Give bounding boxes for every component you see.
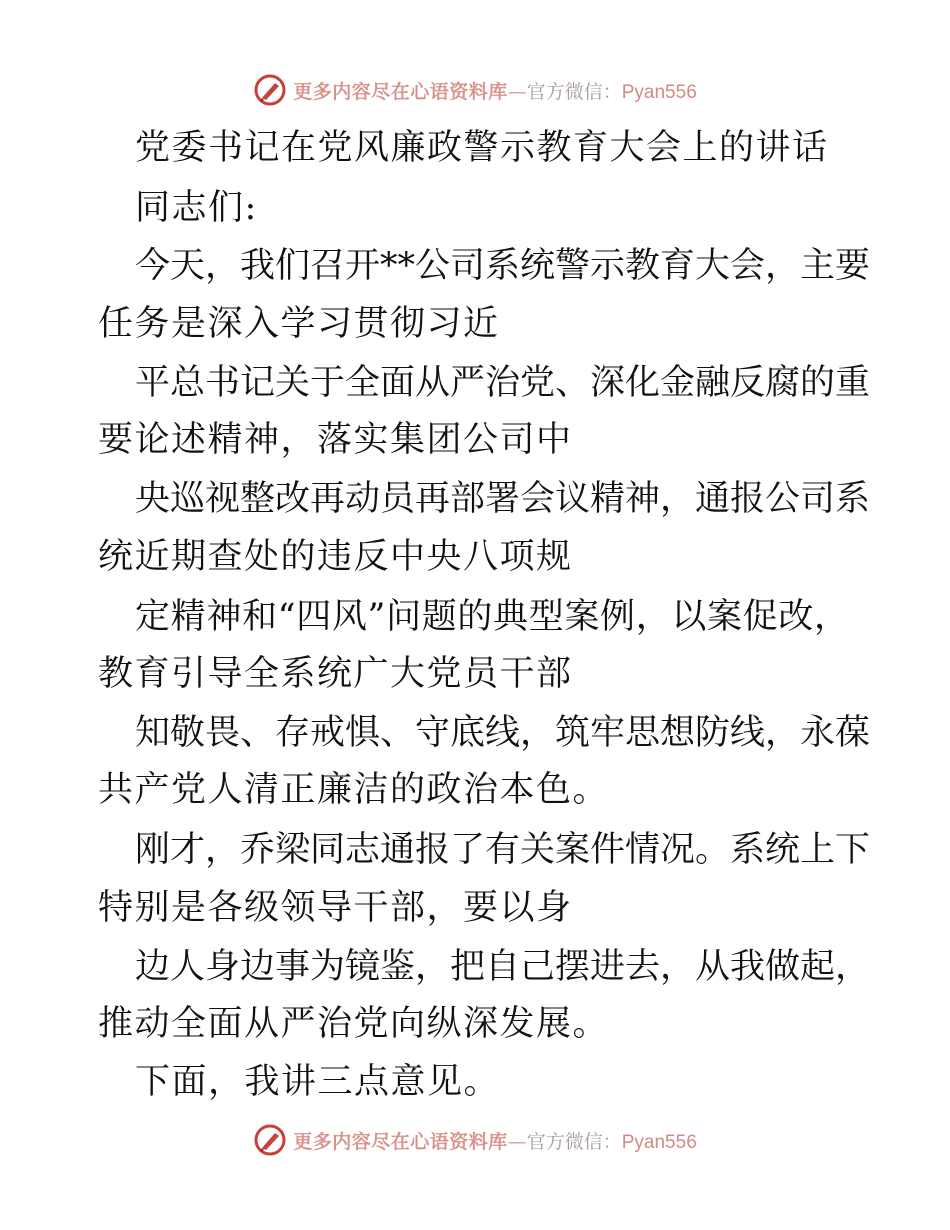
paragraph-line: 边人身边事为镜鉴，把自己摆进去，从我做起，	[135, 947, 871, 987]
banner-dash: —	[507, 1130, 527, 1153]
banner-main-text: 更多内容尽在心语资料库	[293, 1130, 508, 1153]
banner-wechat-id: Pyan556	[621, 81, 697, 103]
footer-banner	[0, 1120, 950, 1160]
banner-wechat-id: Pyan556	[621, 1131, 697, 1153]
header-banner	[0, 70, 950, 110]
banner-wechat-label: 官方微信：	[526, 1130, 622, 1153]
paragraph-line: 特别是各级领导干部，要以身	[98, 888, 573, 928]
paragraph-line: 要论述精神，落实集团公司中	[98, 420, 573, 460]
paragraph-line: 下面，我讲三点意见。	[135, 1062, 501, 1102]
paragraph-line: 任务是深入学习贯彻习近	[98, 304, 500, 344]
pen-logo-icon	[253, 73, 287, 107]
paragraph-line: 平总书记关于全面从严治党、深化金融反腐的重	[135, 363, 871, 403]
banner-wechat-label: 官方微信：	[526, 80, 622, 103]
pen-logo-icon	[253, 1123, 287, 1157]
banner-text	[293, 77, 697, 104]
banner-text	[293, 1127, 697, 1154]
banner-dash: —	[507, 80, 527, 103]
paragraph-line: 今天，我们召开**公司系统警示教育大会，主要	[135, 246, 871, 286]
paragraph-line: 刚才，乔梁同志通报了有关案件情况。系统上下	[135, 830, 871, 870]
paragraph-line: 统近期查处的违反中央八项规	[98, 537, 573, 577]
paragraph-line: 推动全面从严治党向纵深发展。	[98, 1004, 610, 1044]
salutation: 同志们:	[135, 188, 258, 228]
document-title: 党委书记在党风廉政警示教育大会上的讲话	[135, 128, 829, 168]
paragraph-line: 定精神和“四风”问题的典型案例，以案促改，	[135, 597, 849, 637]
paragraph-line: 共产党人清正廉洁的政治本色。	[98, 770, 610, 810]
paragraph-line: 教育引导全系统广大党员干部	[98, 654, 573, 694]
paragraph-line: 央巡视整改再动员再部署会议精神，通报公司系	[135, 479, 871, 519]
banner-main-text: 更多内容尽在心语资料库	[293, 80, 508, 103]
paragraph-line: 知敬畏、存戒惧、守底线，筑牢思想防线，永葆	[135, 713, 871, 753]
